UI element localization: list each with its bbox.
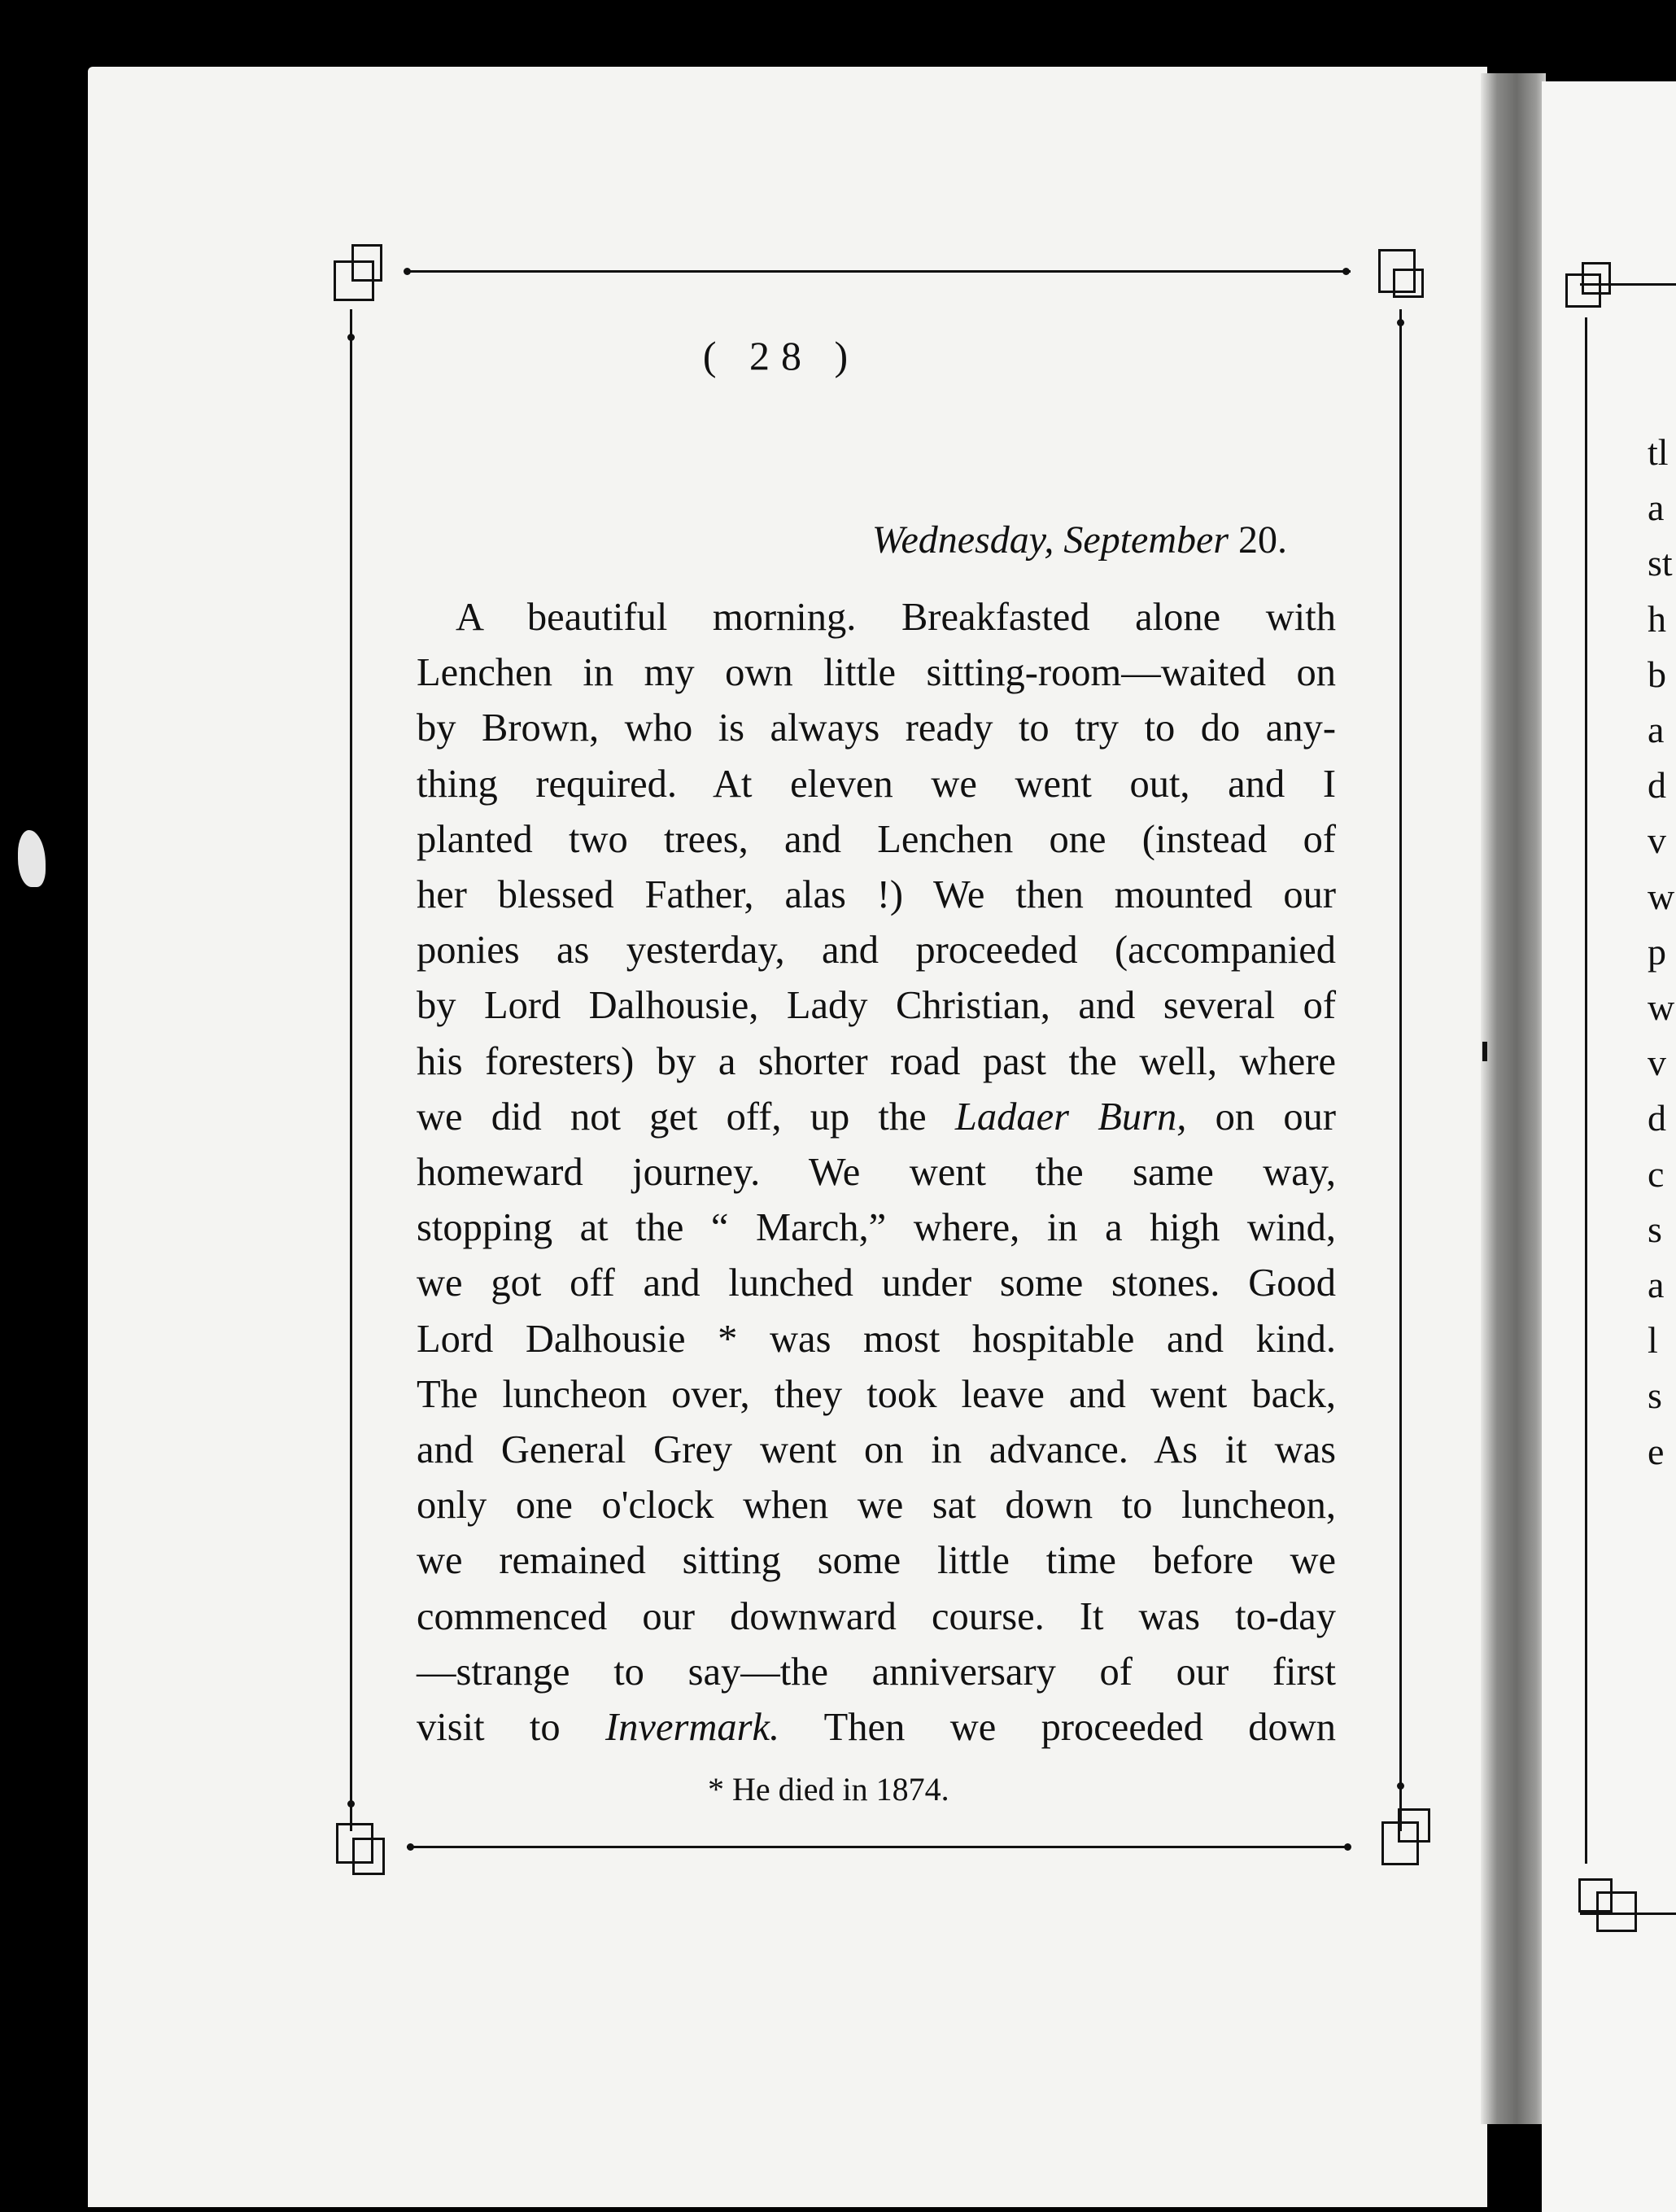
date-day: 20.: [1238, 518, 1287, 562]
facing-fragment: a: [1648, 1264, 1665, 1306]
text-line: by Lord Dalhousie, Lady Christian, and several of: [417, 984, 1336, 1028]
text-line: Lord Dalhousie * was most hospitable and kind.: [417, 1317, 1336, 1361]
facing-fragment: e: [1648, 1430, 1665, 1472]
facing-fragment: tl: [1648, 431, 1669, 473]
facing-fragment: a: [1648, 709, 1665, 751]
frame-dot: [407, 1843, 414, 1851]
frame-dot: [1342, 268, 1350, 275]
date-month: September: [1063, 518, 1229, 562]
facing-fragment: s: [1648, 1375, 1662, 1417]
frame-dot: [1397, 319, 1404, 326]
facing-fragment: l: [1648, 1319, 1658, 1362]
facing-fragment: d: [1648, 764, 1666, 807]
scan-speck: [1482, 1042, 1487, 1061]
facing-corner-ornament-top-2: [1582, 262, 1611, 295]
text-line: The luncheon over, they took leave and went back,: [417, 1372, 1336, 1416]
facing-fragment: v: [1648, 1042, 1666, 1084]
text-line: ponies as yesterday, and proceeded (accompanied: [417, 929, 1336, 973]
scan-speck: [18, 830, 46, 887]
text-line: —strange to say—the anniversary of our first: [417, 1650, 1336, 1694]
book-gutter: [1481, 73, 1546, 2124]
facing-fragment: a: [1648, 487, 1665, 529]
text-line: by Brown, who is always ready to try to do any-: [417, 706, 1336, 750]
text-line: planted two trees, and Lenchen one (instead of: [417, 817, 1336, 861]
facing-fragment: w: [1648, 986, 1675, 1029]
facing-fragment: c: [1648, 1152, 1665, 1195]
frame-right-line: [1399, 309, 1402, 1831]
frame-left-line: [350, 309, 352, 1831]
text-segment: on our: [1215, 1095, 1337, 1139]
frame-bottom-line: [407, 1846, 1351, 1848]
facing-fragment: w: [1648, 875, 1675, 917]
corner-ornament-top-left-2: [351, 244, 382, 282]
facing-corner-ornament-bottom-2: [1578, 1878, 1613, 1913]
facing-fragment: p: [1648, 930, 1666, 973]
frame-top-line: [407, 270, 1351, 273]
text-line: we remained sitting some little time before we: [417, 1539, 1336, 1583]
facing-page-text: [1648, 425, 1674, 1480]
text-line: only one o'clock when we sat down to luncheon,: [417, 1484, 1336, 1528]
text-segment: Then we proceeded down: [823, 1706, 1337, 1750]
corner-ornament-bottom-right-2: [1398, 1808, 1430, 1843]
text-line-mixed: [417, 1090, 1336, 1145]
facing-fragment: d: [1648, 1097, 1666, 1139]
text-line: stopping at the “ March,” where, in a high wind,: [417, 1206, 1336, 1250]
entry-date: [872, 518, 1287, 562]
text-line: thing required. At eleven we went out, and I: [417, 762, 1336, 806]
facing-fragment: b: [1648, 653, 1666, 695]
date-weekday: Wednesday,: [871, 518, 1054, 562]
frame-dot: [347, 334, 355, 341]
corner-ornament-bottom-left-2: [352, 1838, 385, 1875]
text-segment: we did not get off, up the: [417, 1095, 927, 1139]
frame-dot: [404, 268, 411, 275]
frame-dot: [1344, 1843, 1351, 1851]
page-number: ( 28 ): [702, 333, 860, 378]
facing-fragment: v: [1648, 820, 1666, 862]
text-line: commenced our downward course. It was to-day: [417, 1594, 1336, 1638]
text-line-mixed: [417, 1700, 1336, 1755]
footnote: * He died in 1874.: [708, 1771, 949, 1808]
facing-fragment: st: [1648, 542, 1673, 584]
facing-fragment: s: [1648, 1208, 1662, 1250]
text-line: homeward journey. We went the same way,: [417, 1151, 1336, 1195]
frame-dot: [1397, 1782, 1404, 1790]
body-text: [417, 590, 1336, 1755]
text-line: we got off and lunched under some stones. Good: [417, 1261, 1336, 1305]
facing-frame-left-line: [1585, 317, 1587, 1864]
place-name-ladaer-burn: Ladaer Burn,: [954, 1095, 1187, 1139]
frame-dot: [347, 1800, 355, 1808]
text-line: Lenchen in my own little sitting-room—waited on: [417, 651, 1336, 695]
place-name-invermark: Invermark.: [605, 1706, 780, 1750]
text-line: his foresters) by a shorter road past the well, where: [417, 1039, 1336, 1083]
text-segment: visit to: [417, 1706, 561, 1750]
facing-fragment: h: [1648, 597, 1666, 640]
corner-ornament-top-right-2: [1393, 269, 1424, 298]
text-line: her blessed Father, alas !) We then mounted our: [417, 873, 1336, 917]
text-line: A beautiful morning. Breakfasted alone with: [456, 596, 1336, 639]
text-line: and General Grey went on in advance. As it was: [417, 1428, 1336, 1472]
